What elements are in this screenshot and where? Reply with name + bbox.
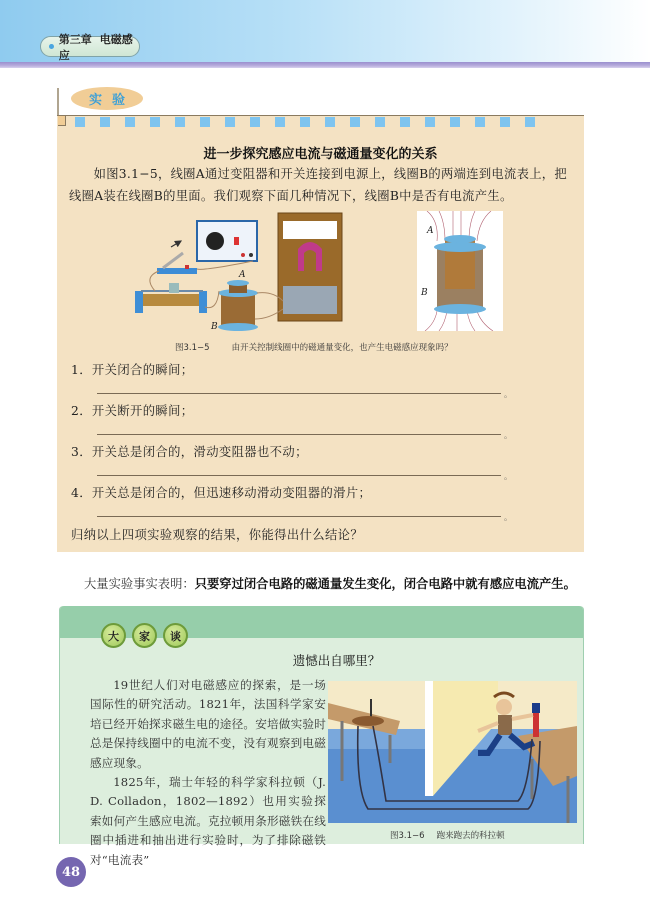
paragraph: 1825年，瑞士年轻的科学家科拉顿（J. D. Colladon，1802—1892）也用实验探索如何产生感应电流。克拉顿用条形磁铁在线圈中插进和抽出进行实验时，为了排除磁铁对“电流表”: [90, 775, 326, 867]
figure-number: 图3.1−5: [175, 343, 210, 353]
question-item: [71, 360, 571, 401]
figure-number: 图3.1−6: [390, 831, 425, 841]
badge-circle: 大: [101, 623, 126, 648]
discussion-box: [59, 606, 584, 867]
header-rule: [0, 62, 650, 68]
answer-blank[interactable]: [97, 516, 501, 517]
figure-caption: [390, 829, 505, 841]
question-item: [71, 401, 571, 442]
question-text: 3．开关总是闭合的，滑动变阻器也不动；: [71, 445, 308, 459]
question-text: 4．开关总是闭合的，但迅速移动滑动变阻器的滑片；: [71, 486, 372, 500]
corner-ornament: [58, 116, 66, 126]
answer-end-mark: 。: [504, 431, 512, 440]
answer-blank[interactable]: [97, 393, 501, 394]
coil-field-illustration: [417, 211, 503, 331]
svg-text:A: A: [239, 270, 246, 280]
conclusion-lead: 大量实验事实表明：: [84, 577, 195, 591]
discussion-text: [90, 676, 326, 870]
figure-caption: [175, 341, 453, 353]
discussion-badges: [101, 623, 188, 648]
conclusion-statement: [84, 574, 576, 592]
chapter-title: [59, 31, 139, 63]
answer-end-mark: 。: [504, 390, 512, 399]
chapter-number: 第三章: [58, 32, 92, 46]
answer-end-mark: 。: [504, 513, 512, 522]
figure-caption-text: 跑来跑去的科拉顿: [436, 831, 505, 841]
experiment-box: [57, 115, 584, 552]
question-text: 1．开关闭合的瞬间；: [71, 363, 194, 377]
experiment-title: 进一步探究感应电流与磁通量变化的关系: [203, 147, 438, 162]
svg-text:A: A: [427, 226, 434, 236]
svg-text:B: B: [421, 288, 428, 298]
question-item: [71, 483, 571, 524]
question-text: 2．开关断开的瞬间；: [71, 404, 194, 418]
divider: [57, 115, 584, 116]
summary-question: 归纳以上四项实验观察的结果，你能得出什么结论？: [71, 528, 364, 542]
answer-end-mark: 。: [504, 472, 512, 481]
chapter-name: 电磁感应: [58, 32, 133, 62]
colladon-illustration: [328, 681, 577, 823]
figure-caption-text: 由开关控制线圈中的磁通量变化，也产生电磁感应现象吗？: [231, 343, 453, 353]
badge-circle: 谈: [163, 623, 188, 648]
svg-text:B: B: [211, 322, 218, 332]
badge-circle: 家: [132, 623, 157, 648]
question-item: [71, 442, 571, 483]
paragraph: 19世纪人们对电磁感应的探索，是一场国际性的研究活动。1821年，法国科学家安培已经开始探求磁生电的途径。安培做实验时总是保持线圈中的电流不变，没有观察到电磁感应现象。: [90, 678, 326, 770]
answer-blank[interactable]: [97, 475, 501, 476]
page-number: 48: [56, 857, 86, 887]
experiment-intro: 如图3.1−5，线圈A通过变阻器和开关连接到电源上，线圈B的两端连到电流表上，把线圈A装在线圈B的里面。我们观察下面几种情况下，线圈B中是否有电流产生。: [69, 167, 567, 203]
answer-blank[interactable]: [97, 434, 501, 435]
discussion-title: 遗憾出自哪里？: [292, 653, 381, 668]
experiment-badge: 实验: [71, 87, 143, 110]
bullet-icon: [49, 44, 54, 49]
dot-ornament-row: [75, 117, 535, 127]
chapter-tag: [40, 32, 140, 62]
conclusion-body: 只要穿过闭合电路的磁通量发生变化，闭合电路中就有感应电流产生。: [194, 577, 576, 591]
question-list: [71, 360, 571, 524]
